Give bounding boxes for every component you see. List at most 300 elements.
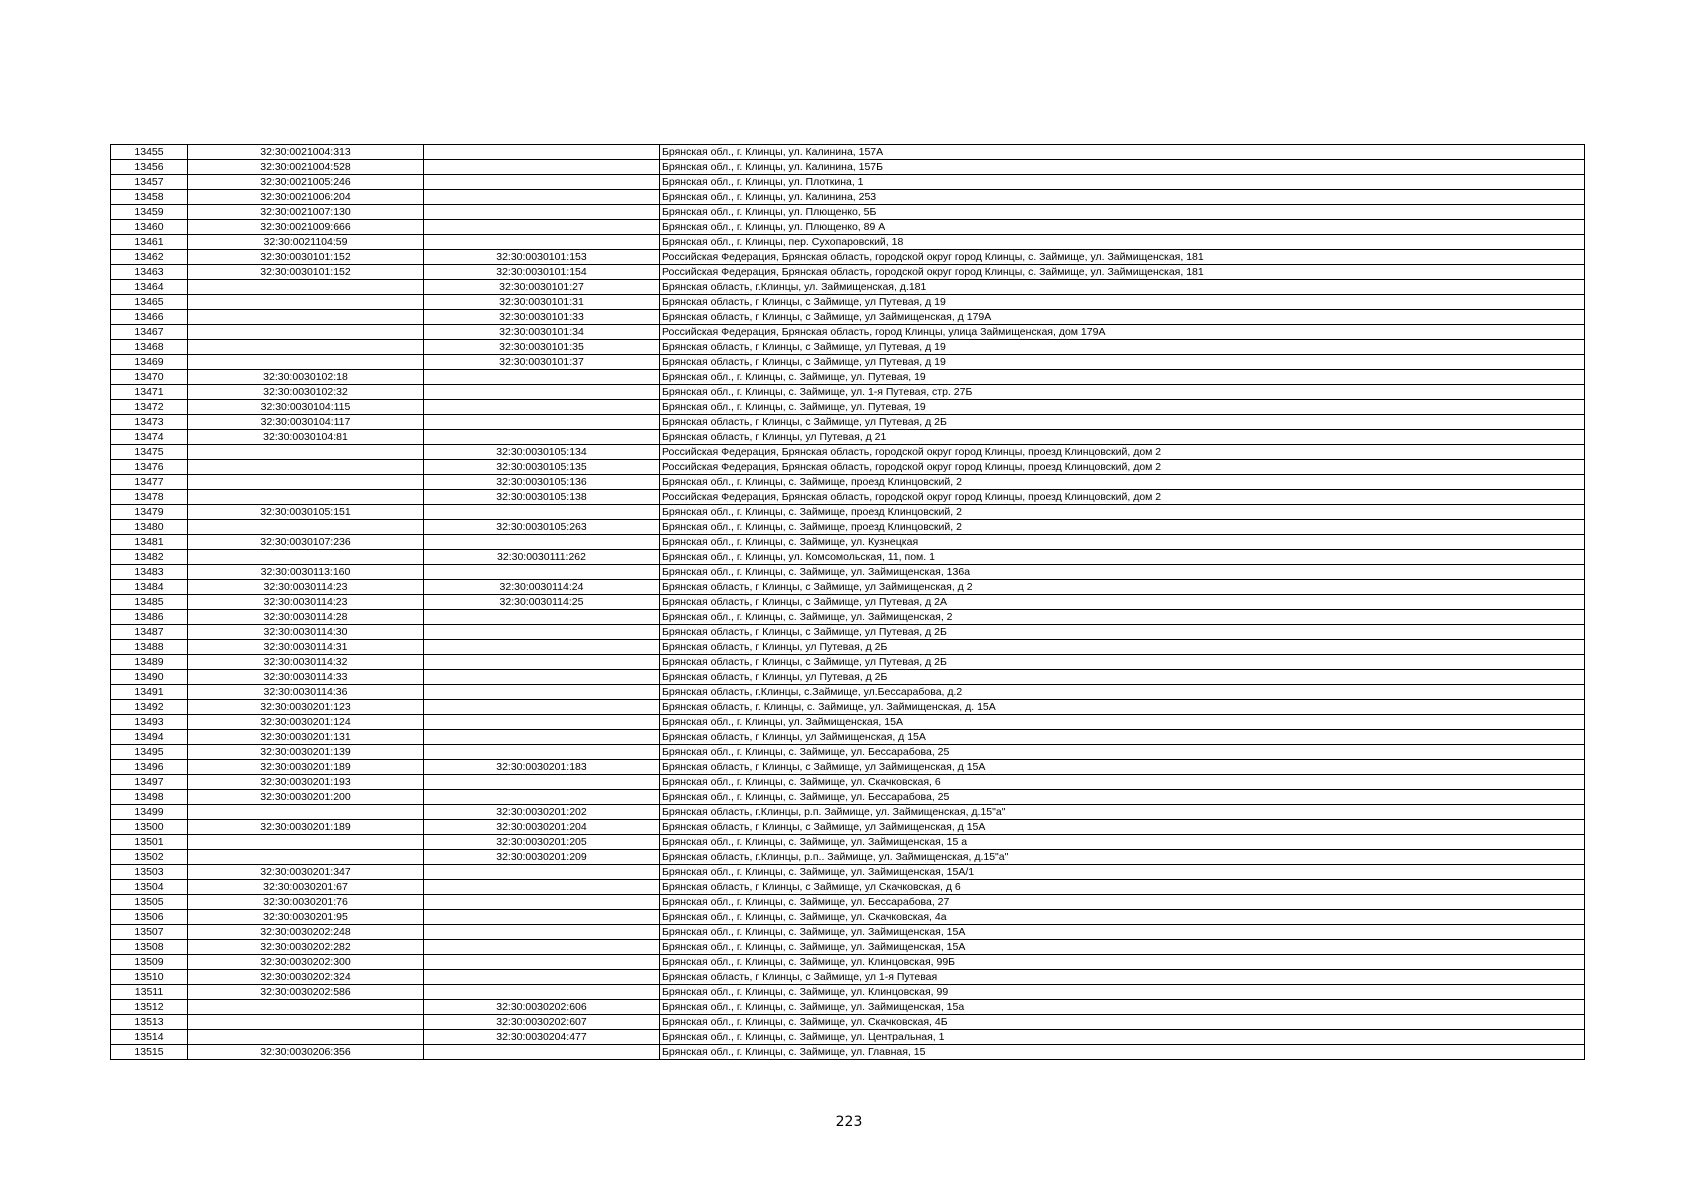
related-cadastral-number-cell [424,400,660,415]
related-cadastral-number-cell [424,430,660,445]
address-cell: Брянская обл., г. Клинцы, с. Займище, ул. Скачковская, 4Б [660,1015,1585,1030]
table-row [111,820,1585,835]
row-number-cell: 13513 [111,1015,188,1030]
cadastral-number-cell: 32:30:0030201:200 [188,790,424,805]
related-cadastral-number-cell: 32:30:0030105:263 [424,520,660,535]
address-cell: Брянская область, г Клинцы, с Займище, ул Путевая, д 19 [660,295,1585,310]
address-cell: Российская Федерация, Брянская область, город Клинцы, улица Займищенская, дом 179А [660,325,1585,340]
address-cell: Брянская область, г Клинцы, с Займище, ул Займищенская, д 15А [660,820,1585,835]
address-cell: Брянская область, г Клинцы, ул Путевая, д 21 [660,430,1585,445]
table-row [111,535,1585,550]
address-cell: Брянская обл., г. Клинцы, с. Займище, ул. Займищенская, 15 а [660,835,1585,850]
address-cell: Брянская область, г Клинцы, с Займище, ул 1-я Путевая [660,970,1585,985]
cadastral-number-cell: 32:30:0021004:313 [188,145,424,160]
related-cadastral-number-cell: 32:30:0030101:31 [424,295,660,310]
related-cadastral-number-cell: 32:30:0030101:35 [424,340,660,355]
cadastral-number-cell: 32:30:0021006:204 [188,190,424,205]
address-cell: Брянская обл., г. Клинцы, с. Займище, ул. Займищенская, 15А [660,940,1585,955]
row-number-cell: 13507 [111,925,188,940]
table-row [111,160,1585,175]
address-cell: Брянская обл., г. Клинцы, ул. Плющенко, 5Б [660,205,1585,220]
related-cadastral-number-cell: 32:30:0030101:154 [424,265,660,280]
address-cell: Брянская обл., г. Клинцы, с. Займище, ул. Клинцовская, 99 [660,985,1585,1000]
related-cadastral-number-cell: 32:30:0030202:607 [424,1015,660,1030]
row-number-cell: 13463 [111,265,188,280]
table-row [111,280,1585,295]
cadastral-number-cell: 32:30:0030201:139 [188,745,424,760]
row-number-cell: 13494 [111,730,188,745]
table-row [111,790,1585,805]
table-row [111,220,1585,235]
table-row [111,910,1585,925]
row-number-cell: 13484 [111,580,188,595]
related-cadastral-number-cell: 32:30:0030101:33 [424,310,660,325]
related-cadastral-number-cell [424,625,660,640]
related-cadastral-number-cell: 32:30:0030101:37 [424,355,660,370]
row-number-cell: 13490 [111,670,188,685]
related-cadastral-number-cell [424,715,660,730]
table-row [111,235,1585,250]
related-cadastral-number-cell: 32:30:0030201:209 [424,850,660,865]
cadastral-number-cell: 32:30:0030114:33 [188,670,424,685]
row-number-cell: 13498 [111,790,188,805]
address-cell: Брянская обл., г. Клинцы, с. Займище, ул. Скачковская, 6 [660,775,1585,790]
cadastral-number-cell: 32:30:0030201:123 [188,700,424,715]
table-row [111,1000,1585,1015]
table-row [111,655,1585,670]
row-number-cell: 13501 [111,835,188,850]
row-number-cell: 13477 [111,475,188,490]
table-row [111,970,1585,985]
address-cell: Российская Федерация, Брянская область, городской округ город Клинцы, с. Займище, ул. Займищенская, 181 [660,265,1585,280]
table-row [111,190,1585,205]
table-row [111,370,1585,385]
row-number-cell: 13502 [111,850,188,865]
related-cadastral-number-cell [424,790,660,805]
cadastral-number-cell: 32:30:0030202:282 [188,940,424,955]
row-number-cell: 13459 [111,205,188,220]
table-row [111,340,1585,355]
address-cell: Брянская обл., г. Клинцы, с. Займище, ул. Кузнецкая [660,535,1585,550]
cadastral-number-cell: 32:30:0030114:32 [188,655,424,670]
related-cadastral-number-cell [424,505,660,520]
row-number-cell: 13492 [111,700,188,715]
row-number-cell: 13497 [111,775,188,790]
related-cadastral-number-cell [424,145,660,160]
row-number-cell: 13515 [111,1045,188,1060]
cadastral-number-cell: 32:30:0030114:23 [188,580,424,595]
cadastral-number-cell [188,1015,424,1030]
row-number-cell: 13493 [111,715,188,730]
row-number-cell: 13464 [111,280,188,295]
table-row [111,265,1585,280]
table-row [111,730,1585,745]
row-number-cell: 13505 [111,895,188,910]
cadastral-number-cell: 32:30:0030102:18 [188,370,424,385]
address-cell: Брянская область, г. Клинцы, с. Займище, ул. Займищенская, д. 15А [660,700,1585,715]
related-cadastral-number-cell [424,865,660,880]
row-number-cell: 13465 [111,295,188,310]
table-row [111,775,1585,790]
address-cell: Брянская обл., г. Клинцы, с. Займище, ул. Займищенская, 15А [660,925,1585,940]
address-cell: Брянская область, г.Клинцы, р.п. Займище, ул. Займищенская, д.15"а" [660,805,1585,820]
row-number-cell: 13482 [111,550,188,565]
address-cell: Брянская обл., г. Клинцы, с. Займище, ул. Путевая, 19 [660,400,1585,415]
row-number-cell: 13491 [111,685,188,700]
cadastral-number-cell [188,550,424,565]
row-number-cell: 13500 [111,820,188,835]
related-cadastral-number-cell: 32:30:0030202:606 [424,1000,660,1015]
cadastral-number-cell: 32:30:0030202:324 [188,970,424,985]
address-cell: Брянская область, г Клинцы, с Займище, ул Скачковская, д 6 [660,880,1585,895]
cadastral-number-cell [188,475,424,490]
cadastral-number-cell [188,325,424,340]
address-cell: Брянская обл., г. Клинцы, с. Займище, проезд Клинцовский, 2 [660,475,1585,490]
address-cell: Брянская область, г.Клинцы, с.Займище, ул.Бессарабова, д.2 [660,685,1585,700]
row-number-cell: 13506 [111,910,188,925]
related-cadastral-number-cell [424,205,660,220]
table-row [111,685,1585,700]
address-cell: Брянская область, г.Клинцы, ул. Займищенская, д.181 [660,280,1585,295]
cadastral-number-cell: 32:30:0030201:189 [188,820,424,835]
related-cadastral-number-cell [424,910,660,925]
address-cell: Брянская обл., г. Клинцы, ул. Плющенко, 89 А [660,220,1585,235]
table-row [111,595,1585,610]
row-number-cell: 13503 [111,865,188,880]
address-cell: Брянская обл., г. Клинцы, с. Займище, проезд Клинцовский, 2 [660,505,1585,520]
related-cadastral-number-cell: 32:30:0030204:477 [424,1030,660,1045]
address-cell: Брянская обл., г. Клинцы, с. Займище, ул. Скачковская, 4а [660,910,1585,925]
related-cadastral-number-cell: 32:30:0030114:25 [424,595,660,610]
table-row [111,145,1585,160]
related-cadastral-number-cell [424,220,660,235]
address-cell: Брянская область, г Клинцы, с Займище, ул Путевая, д 2А [660,595,1585,610]
row-number-cell: 13485 [111,595,188,610]
table-row [111,250,1585,265]
address-cell: Брянская обл., г. Клинцы, с. Займище, ул. Путевая, 19 [660,370,1585,385]
address-cell: Брянская обл., г. Клинцы, с. Займище, ул. Центральная, 1 [660,1030,1585,1045]
row-number-cell: 13468 [111,340,188,355]
related-cadastral-number-cell [424,655,660,670]
property-registry-table [110,144,1585,1060]
address-cell: Брянская обл., г. Клинцы, ул. Калинина, 157А [660,145,1585,160]
cadastral-number-cell: 32:30:0030101:152 [188,265,424,280]
cadastral-number-cell: 32:30:0030202:300 [188,955,424,970]
table-row [111,880,1585,895]
related-cadastral-number-cell: 32:30:0030201:204 [424,820,660,835]
related-cadastral-number-cell [424,880,660,895]
table-row [111,490,1585,505]
related-cadastral-number-cell [424,985,660,1000]
table-row [111,460,1585,475]
related-cadastral-number-cell: 32:30:0030105:138 [424,490,660,505]
related-cadastral-number-cell [424,415,660,430]
cadastral-number-cell [188,310,424,325]
table-row [111,745,1585,760]
related-cadastral-number-cell [424,895,660,910]
cadastral-number-cell: 32:30:0030104:81 [188,430,424,445]
row-number-cell: 13486 [111,610,188,625]
row-number-cell: 13458 [111,190,188,205]
related-cadastral-number-cell [424,385,660,400]
cadastral-number-cell: 32:30:0030102:32 [188,385,424,400]
row-number-cell: 13495 [111,745,188,760]
table-row [111,805,1585,820]
table-row [111,1045,1585,1060]
page-number: 223 [835,1114,863,1130]
cadastral-number-cell: 32:30:0030114:36 [188,685,424,700]
address-cell: Брянская область, г Клинцы, с Займище, ул Путевая, д 19 [660,340,1585,355]
row-number-cell: 13460 [111,220,188,235]
cadastral-number-cell: 32:30:0030114:28 [188,610,424,625]
row-number-cell: 13512 [111,1000,188,1015]
cadastral-number-cell [188,295,424,310]
table-row [111,355,1585,370]
cadastral-number-cell [188,460,424,475]
cadastral-number-cell [188,280,424,295]
table-row [111,1030,1585,1045]
row-number-cell: 13462 [111,250,188,265]
row-number-cell: 13456 [111,160,188,175]
registry-table-body [111,145,1585,1060]
table-row [111,985,1585,1000]
address-cell: Российская Федерация, Брянская область, городской округ город Клинцы, с. Займище, ул. Займищенская, 181 [660,250,1585,265]
cadastral-number-cell [188,520,424,535]
related-cadastral-number-cell [424,1045,660,1060]
table-row [111,325,1585,340]
row-number-cell: 13461 [111,235,188,250]
related-cadastral-number-cell: 32:30:0030105:135 [424,460,660,475]
cadastral-number-cell: 32:30:0021005:246 [188,175,424,190]
cadastral-number-cell: 32:30:0030101:152 [188,250,424,265]
row-number-cell: 13489 [111,655,188,670]
address-cell: Брянская область, г Клинцы, с Займище, ул Займищенская, д 179А [660,310,1585,325]
address-cell: Брянская обл., г. Клинцы, с. Займище, ул. 1-я Путевая, стр. 27Б [660,385,1585,400]
related-cadastral-number-cell [424,730,660,745]
row-number-cell: 13471 [111,385,188,400]
table-row [111,205,1585,220]
cadastral-number-cell: 32:30:0030104:117 [188,415,424,430]
cadastral-number-cell: 32:30:0030202:586 [188,985,424,1000]
related-cadastral-number-cell [424,535,660,550]
cadastral-number-cell: 32:30:0030113:160 [188,565,424,580]
table-row [111,415,1585,430]
row-number-cell: 13469 [111,355,188,370]
address-cell: Брянская область, г Клинцы, ул Путевая, д 2Б [660,670,1585,685]
address-cell: Брянская обл., г. Клинцы, ул. Калинина, 157Б [660,160,1585,175]
address-cell: Брянская область, г Клинцы, с Займище, ул Займищенская, д 2 [660,580,1585,595]
related-cadastral-number-cell [424,700,660,715]
related-cadastral-number-cell [424,775,660,790]
cadastral-number-cell [188,490,424,505]
related-cadastral-number-cell: 32:30:0030201:205 [424,835,660,850]
table-row [111,700,1585,715]
row-number-cell: 13467 [111,325,188,340]
address-cell: Брянская обл., г. Клинцы, ул. Калинина, 253 [660,190,1585,205]
cadastral-number-cell [188,805,424,820]
row-number-cell: 13480 [111,520,188,535]
address-cell: Брянская обл., г. Клинцы, с. Займище, ул. Займищенская, 2 [660,610,1585,625]
row-number-cell: 13475 [111,445,188,460]
table-row [111,715,1585,730]
row-number-cell: 13466 [111,310,188,325]
row-number-cell: 13488 [111,640,188,655]
table-row [111,895,1585,910]
address-cell: Брянская обл., г. Клинцы, ул. Займищенская, 15А [660,715,1585,730]
related-cadastral-number-cell [424,670,660,685]
table-row [111,520,1585,535]
related-cadastral-number-cell: 32:30:0030201:202 [424,805,660,820]
row-number-cell: 13487 [111,625,188,640]
cadastral-number-cell: 32:30:0030201:193 [188,775,424,790]
address-cell: Брянская обл., г. Клинцы, с. Займище, ул. Займищенская, 15А/1 [660,865,1585,880]
related-cadastral-number-cell [424,370,660,385]
cadastral-number-cell: 32:30:0030114:23 [188,595,424,610]
related-cadastral-number-cell [424,925,660,940]
table-row [111,400,1585,415]
table-row [111,310,1585,325]
address-cell: Брянская область, г Клинцы, с Займище, ул Путевая, д 2Б [660,625,1585,640]
row-number-cell: 13474 [111,430,188,445]
address-cell: Брянская обл., г. Клинцы, с. Займище, ул. Займищенская, 15а [660,1000,1585,1015]
table-row [111,640,1585,655]
cadastral-number-cell [188,445,424,460]
address-cell: Брянская обл., г. Клинцы, с. Займище, ул. Бессарабова, 27 [660,895,1585,910]
address-cell: Брянская область, г Клинцы, ул Путевая, д 2Б [660,640,1585,655]
cadastral-number-cell [188,1000,424,1015]
related-cadastral-number-cell: 32:30:0030201:183 [424,760,660,775]
table-row [111,670,1585,685]
address-cell: Брянская обл., г. Клинцы, с. Займище, ул. Главная, 15 [660,1045,1585,1060]
table-row [111,565,1585,580]
cadastral-number-cell: 32:30:0030201:131 [188,730,424,745]
cadastral-number-cell: 32:30:0021009:666 [188,220,424,235]
cadastral-number-cell [188,340,424,355]
table-row [111,760,1585,775]
cadastral-number-cell: 32:30:0030201:189 [188,760,424,775]
table-row [111,580,1585,595]
row-number-cell: 13473 [111,415,188,430]
related-cadastral-number-cell: 32:30:0030101:153 [424,250,660,265]
related-cadastral-number-cell [424,685,660,700]
row-number-cell: 13496 [111,760,188,775]
address-cell: Брянская обл., г. Клинцы, пер. Сухопаровский, 18 [660,235,1585,250]
table-row [111,445,1585,460]
related-cadastral-number-cell [424,970,660,985]
row-number-cell: 13510 [111,970,188,985]
cadastral-number-cell [188,1030,424,1045]
table-row [111,295,1585,310]
related-cadastral-number-cell [424,565,660,580]
related-cadastral-number-cell [424,190,660,205]
related-cadastral-number-cell: 32:30:0030105:134 [424,445,660,460]
table-row [111,475,1585,490]
related-cadastral-number-cell [424,160,660,175]
table-row [111,865,1585,880]
address-cell: Брянская обл., г. Клинцы, с. Займище, ул. Займищенская, 136а [660,565,1585,580]
related-cadastral-number-cell [424,955,660,970]
related-cadastral-number-cell: 32:30:0030101:27 [424,280,660,295]
table-row [111,385,1585,400]
table-row [111,625,1585,640]
row-number-cell: 13508 [111,940,188,955]
address-cell: Брянская область, г Клинцы, с Займище, ул Займищенская, д 15А [660,760,1585,775]
related-cadastral-number-cell [424,940,660,955]
cadastral-number-cell: 32:30:0030201:95 [188,910,424,925]
cadastral-number-cell: 32:30:0030201:76 [188,895,424,910]
table-row [111,505,1585,520]
related-cadastral-number-cell: 32:30:0030114:24 [424,580,660,595]
cadastral-number-cell: 32:30:0030202:248 [188,925,424,940]
address-cell: Брянская область, г Клинцы, ул Займищенская, д 15А [660,730,1585,745]
related-cadastral-number-cell: 32:30:0030111:262 [424,550,660,565]
row-number-cell: 13509 [111,955,188,970]
cadastral-number-cell: 32:30:0030201:124 [188,715,424,730]
table-row [111,835,1585,850]
cadastral-number-cell [188,835,424,850]
cadastral-number-cell: 32:30:0021007:130 [188,205,424,220]
cadastral-number-cell: 32:30:0030104:115 [188,400,424,415]
cadastral-number-cell: 32:30:0030114:31 [188,640,424,655]
cadastral-number-cell: 32:30:0030114:30 [188,625,424,640]
related-cadastral-number-cell [424,640,660,655]
table-row [111,610,1585,625]
table-row [111,955,1585,970]
row-number-cell: 13481 [111,535,188,550]
table-row [111,550,1585,565]
address-cell: Брянская область, г Клинцы, с Займище, ул Путевая, д 2Б [660,415,1585,430]
related-cadastral-number-cell [424,745,660,760]
cadastral-number-cell: 32:30:0021104:59 [188,235,424,250]
row-number-cell: 13472 [111,400,188,415]
address-cell: Брянская обл., г. Клинцы, ул. Комсомольская, 11, пом. 1 [660,550,1585,565]
cadastral-number-cell: 32:30:0021004:528 [188,160,424,175]
address-cell: Брянская обл., г. Клинцы, ул. Плоткина, 1 [660,175,1585,190]
cadastral-number-cell: 32:30:0030107:236 [188,535,424,550]
cadastral-number-cell [188,355,424,370]
table-row [111,850,1585,865]
cadastral-number-cell: 32:30:0030201:67 [188,880,424,895]
address-cell: Брянская область, г Клинцы, с Займище, ул Путевая, д 2Б [660,655,1585,670]
address-cell: Брянская обл., г. Клинцы, с. Займище, проезд Клинцовский, 2 [660,520,1585,535]
row-number-cell: 13514 [111,1030,188,1045]
row-number-cell: 13457 [111,175,188,190]
row-number-cell: 13478 [111,490,188,505]
row-number-cell: 13476 [111,460,188,475]
row-number-cell: 13479 [111,505,188,520]
address-cell: Брянская область, г.Клинцы, р.п.. Займище, ул. Займищенская, д.15"а" [660,850,1585,865]
related-cadastral-number-cell [424,610,660,625]
row-number-cell: 13455 [111,145,188,160]
row-number-cell: 13499 [111,805,188,820]
table-row [111,175,1585,190]
row-number-cell: 13504 [111,880,188,895]
table-row [111,430,1585,445]
address-cell: Российская Федерация, Брянская область, городской округ город Клинцы, проезд Клинцовский, дом 2 [660,460,1585,475]
row-number-cell: 13483 [111,565,188,580]
row-number-cell: 13511 [111,985,188,1000]
table-row [111,940,1585,955]
related-cadastral-number-cell: 32:30:0030101:34 [424,325,660,340]
row-number-cell: 13470 [111,370,188,385]
address-cell: Российская Федерация, Брянская область, городской округ город Клинцы, проезд Клинцовский, дом 2 [660,445,1585,460]
related-cadastral-number-cell: 32:30:0030105:136 [424,475,660,490]
address-cell: Брянская область, г Клинцы, с Займище, ул Путевая, д 19 [660,355,1585,370]
cadastral-number-cell: 32:30:0030206:356 [188,1045,424,1060]
cadastral-number-cell [188,850,424,865]
cadastral-number-cell: 32:30:0030201:347 [188,865,424,880]
related-cadastral-number-cell [424,235,660,250]
